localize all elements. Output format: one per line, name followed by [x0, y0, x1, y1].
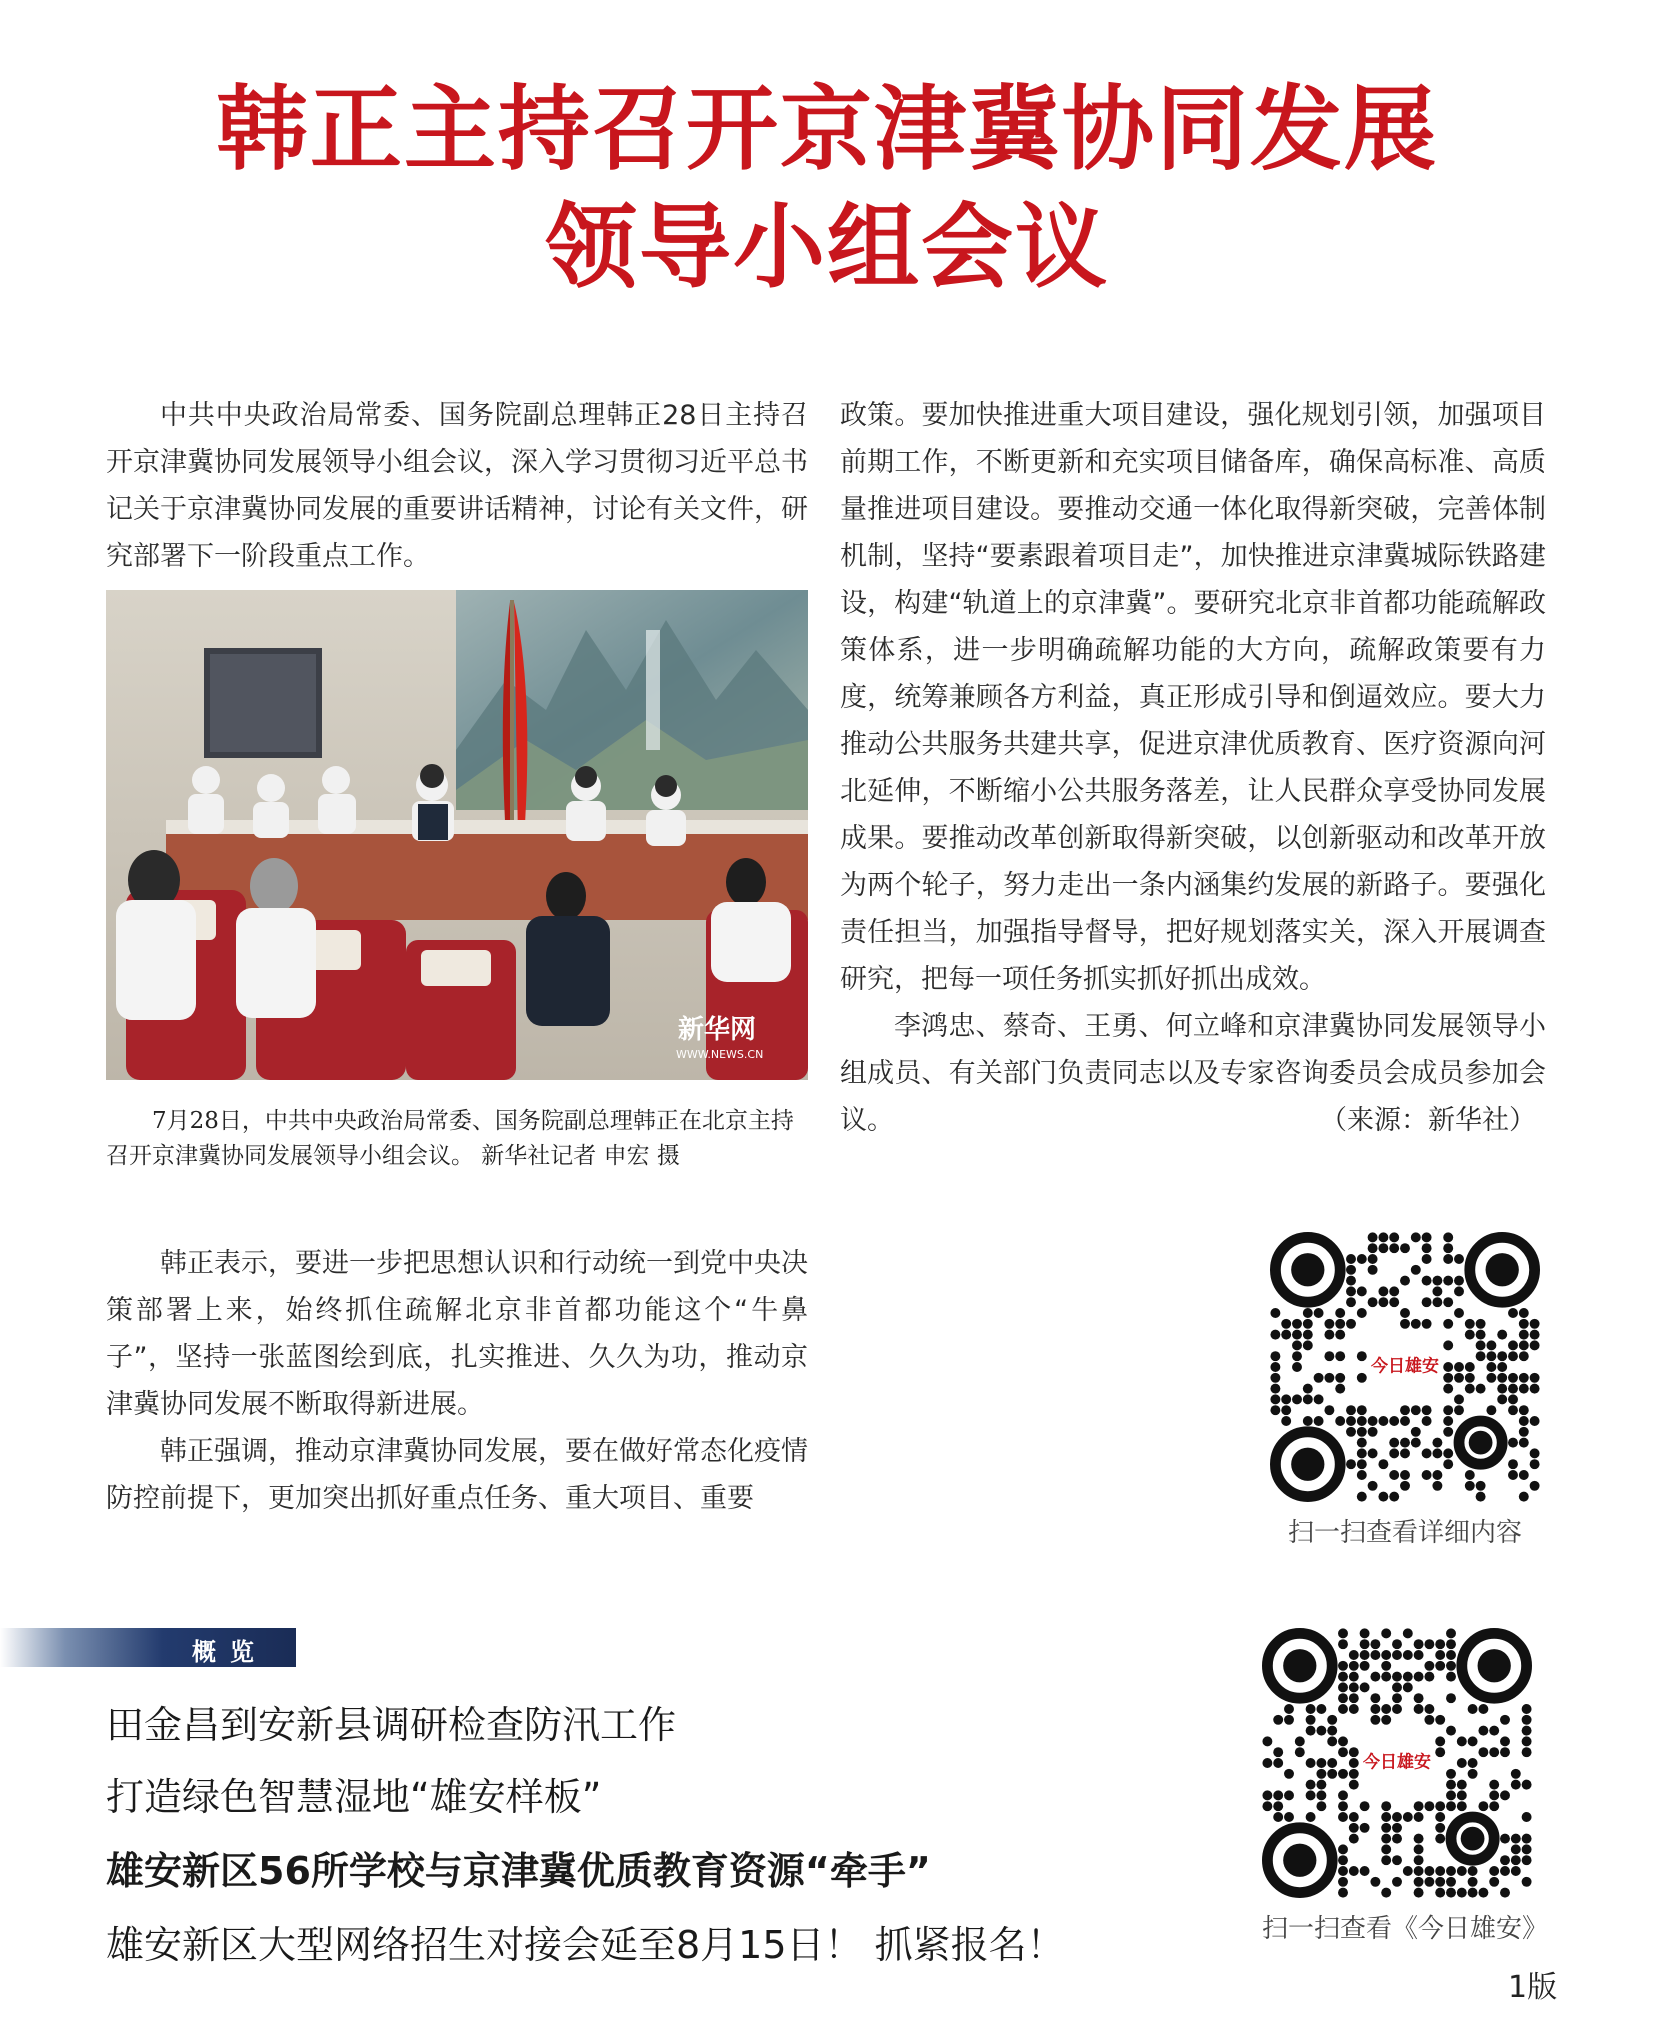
article-left-top	[106, 392, 808, 580]
overview-item-1[interactable]: 田金昌到安新县调研检查防汛工作	[106, 1703, 677, 1747]
overview-banner	[0, 1628, 296, 1667]
qr-newspaper-label: 扫一扫查看《今日雄安》	[1262, 1914, 1549, 1944]
photo-caption: 7月28日，中共中央政治局常委、国务院副总理韩正在北京主持召开京津冀协同发展领导小组会议。 新华社记者 申宏 摄	[106, 1108, 794, 1169]
overview-banner-label: 概览	[192, 1638, 268, 1666]
overview-item-2[interactable]: 打造绿色智慧湿地“雄安样板”	[106, 1775, 602, 1819]
article-source: （来源：新华社）	[1320, 1105, 1536, 1136]
headline-line-2: 领导小组会议	[544, 193, 1109, 301]
qr-center-logo-text: 今日雄安	[1371, 1356, 1439, 1377]
qr-code-newspaper[interactable]	[1262, 1628, 1532, 1898]
article-paragraph-1: 中共中央政治局常委、国务院副总理韩正28日主持召开京津冀协同发展领导小组会议，深入学习贯彻习近平总书记关于京津冀协同发展的重要讲话精神，讨论有关文件，研究部署下一阶段重点工作。	[106, 400, 808, 572]
article-left-bottom	[106, 1240, 808, 1522]
headline	[0, 70, 1654, 306]
qr-code-detail[interactable]	[1270, 1232, 1540, 1502]
watermark-xinhua: 新华网	[678, 1015, 757, 1045]
overview-item-4[interactable]: 雄安新区大型网络招生对接会延至8月15日！ 抓紧报名！	[106, 1923, 1065, 1967]
overview-item-3[interactable]: 雄安新区56所学校与京津冀优质教育资源“牵手”	[106, 1849, 931, 1893]
article-paragraph-3-start: 韩正强调，推动京津冀协同发展，要在做好常态化疫情防控前提下，更加突出抓好重点任务、重大项目、重要	[106, 1436, 808, 1514]
watermark-url: WWW.NEWS.CN	[676, 1048, 764, 1061]
qr-detail-block	[1270, 1232, 1540, 1549]
qr-newspaper-block	[1262, 1628, 1549, 1945]
article-right	[840, 392, 1546, 1144]
article-paragraph-4: 李鸿忠、蔡奇、王勇、何立峰和京津冀协同发展领导小组成员、有关部门负责同志以及专家咨询委员会成员参加会议。	[840, 1011, 1546, 1136]
qr-center-logo-text: 今日雄安	[1363, 1752, 1431, 1773]
headline-line-1: 韩正主持召开京津冀协同发展	[215, 75, 1438, 183]
article-paragraph-2: 韩正表示，要进一步把思想认识和行动统一到党中央决策部署上来，始终抓住疏解北京非首都功能这个“牛鼻子”，坚持一张蓝图绘到底，扎实推进、久久为功，推动京津冀协同发展不断取得新进展。	[106, 1248, 808, 1420]
article-paragraph-3-cont: 政策。要加快推进重大项目建设，强化规划引领，加强项目前期工作，不断更新和充实项目储备库，确保高标准、高质量推进项目建设。要推动交通一体化取得新突破，完善体制机制，坚持“要素跟着项目走”，加快推进京津冀城际铁路建设，构建“轨道上的京津冀”。要研究北京非首都功能疏解政策体系，进一步明确疏解功能的大方向，疏解政策要有力度，统筹兼顾各方利益，真正形成引导和倒逼效应。要大力推动公共服务共建共享，促进京津优质教育、医疗资源向河北延伸，不断缩小公共服务落差，让人民群众享受协同发展成果。要推动改革创新取得新突破，以创新驱动和改革开放为两个轮子，努力走出一条内涵集约发展的新路子。要强化责任担当，加强指导督导，把好规划落实关，深入开展调查研究，把每一项任务抓实抓好抓出成效。	[840, 400, 1546, 995]
qr-detail-label: 扫一扫查看详细内容	[1287, 1518, 1522, 1548]
news-photo	[106, 590, 808, 1080]
page-number: 1版	[1508, 1970, 1558, 2005]
